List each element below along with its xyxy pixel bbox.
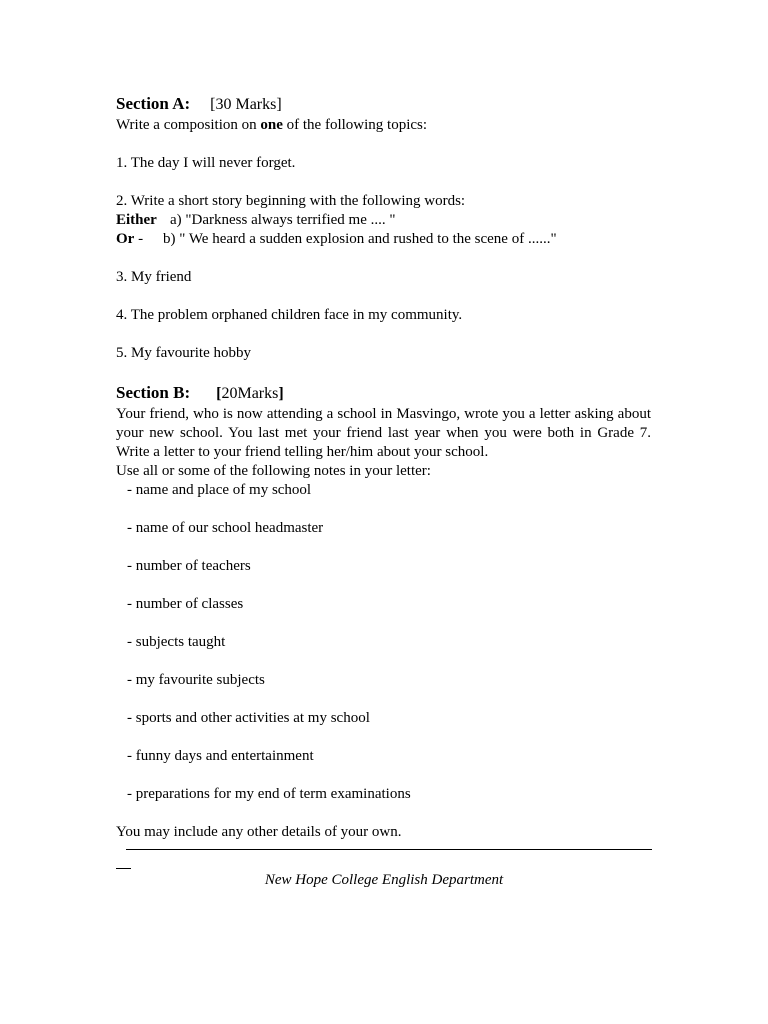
or-text: b) " We heard a sudden explosion and rushed to the scene of ......" [163, 231, 557, 247]
note-item: - subjects taught [127, 634, 226, 650]
or-label: Or [116, 231, 135, 247]
marks-value: 30 Marks [215, 96, 277, 113]
section-b-title: Section B: [116, 383, 191, 402]
section-a-instruction [116, 116, 651, 135]
note-item: - number of teachers [127, 558, 251, 574]
section-b-paragraph: Your friend, who is now attending a school in Masvingo, wrote you a letter asking about your new school. You last met your friend last year when you were both in Grade 7. Write a letter to your friend telling her/him about your school. [116, 406, 651, 460]
instruction-text: Write a composition on [116, 117, 261, 133]
section-b-heading [116, 382, 651, 405]
topic-1: 1. The day I will never forget. [116, 155, 296, 171]
footer-rule-tail [116, 868, 131, 869]
marks-close-bracket: ] [278, 385, 284, 402]
note-item: - sports and other activities at my school [127, 710, 370, 726]
note-item: - number of classes [127, 596, 244, 612]
either-text: a) "Darkness always terrified me .... " [170, 212, 396, 228]
topic-4: 4. The problem orphaned children face in my community. [116, 307, 463, 323]
note-item: - name and place of my school [127, 482, 312, 498]
note-item: - my favourite subjects [127, 672, 265, 688]
topic-2: 2. Write a short story beginning with the following words: [116, 193, 466, 209]
instruction-emphasis: one [260, 117, 283, 133]
marks-close-bracket: ] [276, 96, 282, 113]
note-item: - name of our school headmaster [127, 520, 324, 536]
either-label: Either [116, 212, 157, 228]
section-a-marks [210, 96, 282, 113]
section-a-title: Section A: [116, 94, 191, 113]
footer-rule [126, 849, 652, 850]
instruction-text-end: of the following topics: [282, 117, 428, 133]
topic-2-either [116, 211, 651, 230]
closing-note: You may include any other details of your own. [116, 824, 402, 840]
exam-page [116, 93, 651, 842]
topic-5: 5. My favourite hobby [116, 345, 251, 361]
notes-intro: Use all or some of the following notes in your letter: [116, 463, 431, 479]
note-item: - preparations for my end of term examinations [127, 786, 411, 802]
footer-text: New Hope College English Department [264, 872, 504, 888]
section-b-marks [216, 385, 284, 402]
marks-value: 20Marks [221, 385, 279, 402]
or-dash: - [134, 231, 144, 247]
topic-3: 3. My friend [116, 269, 192, 285]
topic-2-or [116, 230, 651, 249]
marks-open-bracket: [ [216, 385, 222, 402]
section-a-heading [116, 93, 651, 116]
note-item: - funny days and entertainment [127, 748, 314, 764]
marks-open-bracket: [ [210, 96, 216, 113]
